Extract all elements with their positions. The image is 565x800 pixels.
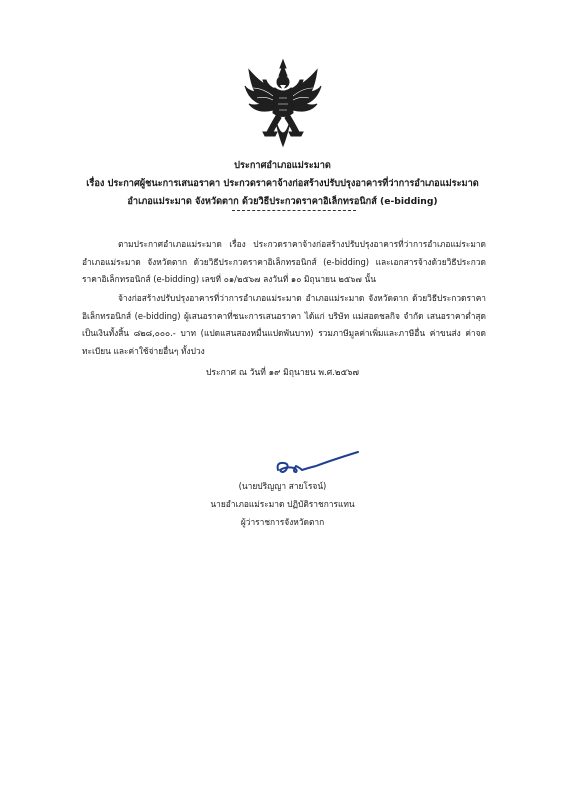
separator-line (232, 210, 356, 211)
announcement-date: ประกาศ ณ วันที่ ๑๙ มิถุนายน พ.ศ.๒๕๖๗ (205, 368, 360, 378)
garuda-emblem-icon (243, 58, 323, 153)
signature-icon (272, 450, 362, 478)
signer-office: ผู้ว่าราชการจังหวัดตาก (240, 517, 325, 527)
announcement-title: ประกาศอำเภอแม่ระมาด (234, 160, 331, 171)
subject-line-2: อำเภอแม่ระมาด จังหวัดตาก ด้วยวิธีประกวดราคาอิเล็กทรอนิกส์ (e-bidding) (127, 196, 438, 207)
signer-position: นายอำเภอแม่ระมาด ปฏิบัติราชการแทน (210, 499, 355, 509)
body-paragraph-2: จ้างก่อสร้างปรับปรุงอาคารที่ว่าการอำเภอแม่ระมาด อำเภอแม่ระมาด จังหวัดตาก ด้วยวิธีประกวดราคาอิเล็กทรอนิกส์ (e-bidding) ผู้เสนอราคาที่ชนะการเสนอราคา ได้แก่ บริษัท แม่สอดชลกิจ จำกัด เสนอราคาต่ำสุด เป็นเงินทั้งสิ้น ๘๒๘,๐๐๐.- บาท (แปดแสนสองหมื่นแปดพันบาท) รวมภาษีมูลค่าเพิ่มและภาษีอื่น ค่าขนส่ง ค่าจดทะเบียน และค่าใช้จ่ายอื่นๆ ทั้งปวง (82, 293, 486, 356)
subject-line-1: เรื่อง ประกาศผู้ชนะการเสนอราคา ประกวดราคาจ้างก่อสร้างปรับปรุงอาคารที่ว่าการอำเภอแม่ระมาด (86, 178, 479, 189)
signer-name: (นายปริญญา สายโรจน์) (238, 481, 327, 491)
body-paragraph-1: ตามประกาศอำเภอแม่ระมาด เรื่อง ประกวดราคาจ้างก่อสร้างปรับปรุงอาคารที่ว่าการอำเภอแม่ระมาด อำเภอแม่ระมาด จังหวัดตาก ด้วยวิธีประกวดราคาอิเล็กทรอนิกส์ (e-bidding) และเอกสารจ้างด้วยวิธีประกวดราคาอิเล็กทรอนิกส์ (e-bidding) เลขที่ ๐๑/๒๕๖๗ ลงวันที่ ๑๐ มิถุนายน ๒๕๖๗ นั้น (82, 239, 486, 284)
